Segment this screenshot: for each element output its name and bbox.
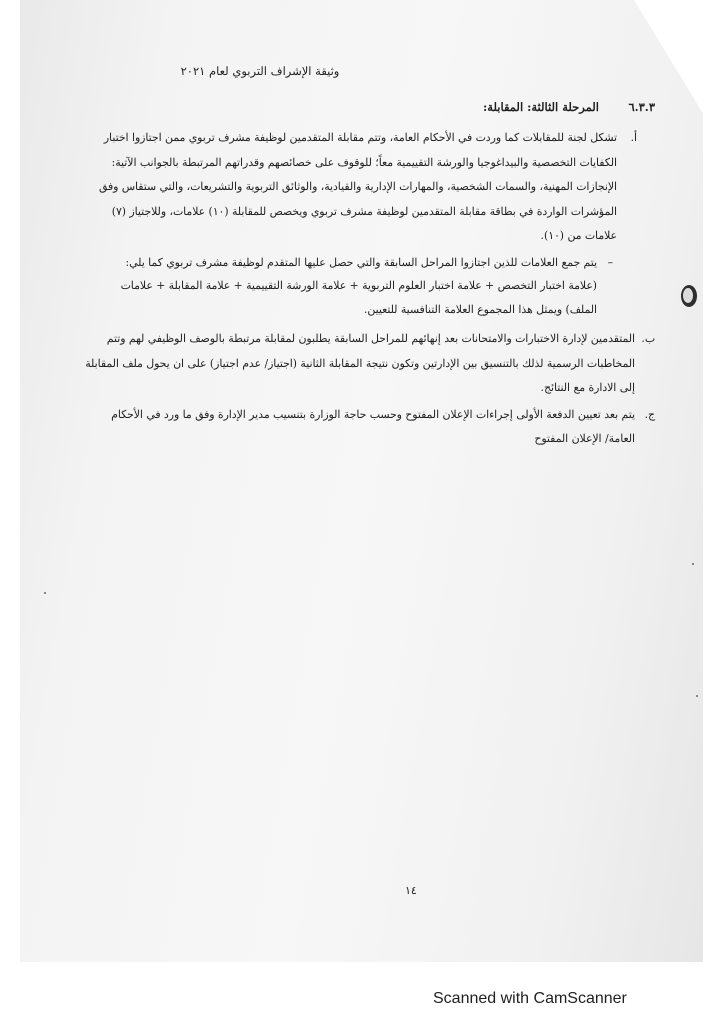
section-title: المرحلة الثالثة: المقابلة:: [483, 100, 599, 114]
clause-c: [80, 403, 655, 452]
clause-text: المتقدمين لإدارة الاختبارات والامتحانات بعد إنهائهم للمراحل السابقة يطلبون لمقابلة مرتبطة بالوصف الوظيفي لهم وتتم المخاطبات الرسمية لذلك بالتنسيق بين الإدارتين وتكون نتيجة المقابلة الثانية (اجتياز/ عدم اجتياز) على ان يحول ملف المقابلة إلى الادارة مع النتائج.: [85, 332, 635, 394]
page-number: ١٤: [405, 884, 417, 897]
clause-text: تشكل لجنة للمقابلات كما وردت في الأحكام العامة، وتتم مقابلة المتقدمين لوظيفة مشرف تربوي ممن اجتازوا اختبار الكفايات التخصصية والبيداغوجيا والورشة التقييمية معاً؛ للوقوف على خصائصهم وقدراتهم المرتبطة بالجوانب الآتية: الإنجازات المهنية، والسمات الشخصية، والمهارات الإدارية والقيادية، والوثائق التربوية والتشريعات، والتي ستقاس وفق المؤشرات الواردة في بطاقة مقابلة المتقدمين لوظيفة مشرف تربوي ويخصص للمقابلة (١٠) علامات، وللاجتياز (٧) علامات من (١٠).: [98, 131, 617, 242]
section-heading: [55, 100, 655, 114]
binder-hole: [681, 285, 697, 307]
scan-speck: [692, 563, 694, 565]
clause-a-subitem: [97, 251, 655, 322]
clause-b: [80, 327, 655, 401]
section-stage-three: [55, 100, 655, 454]
scanned-page: [20, 0, 703, 962]
clause-text: يتم جمع العلامات للذين اجتازوا المراحل السابقة والتي حصل عليها المتقدم لوظيفة مشرف تربوي كما يلي: (علامة اختبار التخصص + علامة اختبار العلوم التربوية + علامة الورشة التقييمية + علامة المقابلة + علامات الملف) ويمثل هذا المجموع العلامة التنافسية للتعيين.: [120, 255, 597, 316]
clause-text: يتم بعد تعيين الدفعة الأولى إجراءات الإعلان المفتوح وحسب حاجة الوزارة بتنسيب مدير الإدارة وفق ما ورد في الأحكام العامة/ الإعلان المفتوح: [111, 407, 635, 445]
clause-marker: أ.: [630, 131, 637, 144]
section-number: ٦.٣.٣: [628, 100, 655, 114]
scan-speck: [696, 695, 698, 697]
camscanner-watermark: Scanned with CamScanner: [433, 990, 627, 1007]
clause-a: [97, 126, 655, 249]
clause-marker: ب.: [641, 332, 655, 345]
document-title: وثيقة الإشراف التربوي لعام ٢٠٢١: [180, 64, 340, 78]
clause-marker: ج.: [644, 407, 655, 421]
scan-speck: [44, 592, 46, 594]
clause-marker: –: [607, 255, 613, 269]
page-fold-corner: [634, 0, 703, 115]
